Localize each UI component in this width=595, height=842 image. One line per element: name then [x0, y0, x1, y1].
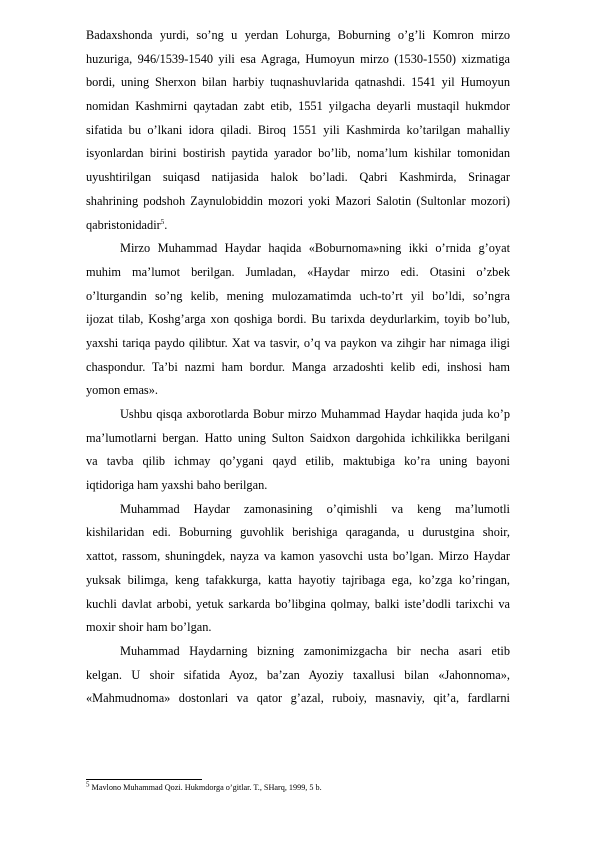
text-line: yuksak bilimga, keng tafakkurga, katta hayotiy tajribaga ega, ko’zga ko’ringan, — [86, 572, 510, 587]
text-line: moxir shoir ham bo’lgan. — [86, 620, 212, 635]
text-line: chaspondur. Ta’bi nazmi ham bordur. Manga arzadoshti kelib edi, inshosi ham — [86, 359, 510, 374]
text-line: iqtidoriga ham yaxshi baho berilgan. — [86, 478, 268, 493]
text-line: Muhammad Haydar zamonasining o’qimishli va keng ma’lumotli — [120, 501, 510, 516]
text-line: shahrining podshoh Zaynulobiddin mozori yoki Mazori Salotin (Sultonlar mozori) — [86, 193, 510, 208]
text-line: muhim ma’lumot berilgan. Jumladan, «Haydar mirzo edi. Otasini o’zbek — [86, 264, 510, 279]
text-line: yaxshi tariqa paydo qilibtur. Xat va tasvir, o’q va paykon va zihgir har nimaga iligi — [86, 335, 510, 350]
text-line: bordi, uning Sherxon bilan harbiy tuqnashuvlarida qatnashdi. 1541 yil Humoyun — [86, 75, 510, 90]
text-line: Muhammad Haydarning bizning zamonimizgacha bir necha asari etib — [120, 643, 510, 658]
text-line: ijozat tilab, Koshg’arga xon qoshiga bordi. Bu tarixda deydurlarkim, toyib bo’lub, — [86, 312, 510, 327]
text-line: yomon emas». — [86, 383, 158, 398]
text-line: o’lturgandin so’ng kelib, mening mulozamatimda uch-to’rt yil bo’ldi, so’ngra — [86, 288, 510, 303]
text-line: kuchli davlat arbobi, yetuk sarkarda bo’libgina qolmay, balki iste’dodli tarixchi va — [86, 596, 510, 611]
footnote-separator — [86, 779, 202, 780]
paragraph-2 — [86, 237, 510, 403]
text-line: va tavba qilib ichmay qo’ygani qayd etilib, maktubiga ko’ra uning bayoni — [86, 454, 510, 469]
text-line: kishilaridan edi. Boburning guvohlik berishiga qaraganda, u durustgina shoir, — [86, 525, 510, 540]
text-line: Mirzo Muhammad Haydar haqida «Boburnoma»ning ikki o’rnida g’oyat — [120, 241, 510, 256]
text-line: kelgan. U shoir sifatida Ayoz, ba’zan Ayoziy taxallusi bilan «Jahonnoma», — [86, 667, 510, 682]
document-body — [86, 24, 510, 711]
text-line — [86, 214, 510, 238]
paragraph-4 — [86, 498, 510, 640]
text-line: isyonlardan birini bostirish paytida yarador bo’lib, noma’lum kishilar tomonidan — [86, 146, 510, 161]
footnote-ref[interactable]: 5 — [160, 217, 165, 226]
footnote — [86, 782, 322, 793]
footnote-text: Mavlono Muhammad Qozi. Hukmdorga o’gitlar. T., SHarq, 1999, 5 b. — [89, 783, 322, 792]
text-line: huzuriga, 946/1539-1540 yili esa Agraga, Humoyun mirzo (1530-1550) xizmatiga — [86, 51, 510, 66]
text-line: xattot, rassom, shuningdek, nayza va kamon yasovchi usta bo’lgan. Mirzo Haydar — [86, 549, 510, 564]
text-line: Ushbu qisqa axborotlarda Bobur mirzo Muhammad Haydar haqida juda ko’p — [120, 407, 510, 421]
text-line: sifatida bu o’lkani idora qiladi. Biroq 1551 yili Kashmirda ko’tarilgan mahalliy — [86, 122, 510, 137]
text-line: ma’lumotlarni bergan. Hatto uning Sulton Saidxon dargohida ichkilikka berilgani — [86, 430, 510, 445]
text-line: uyushtirilgan suiqasd natijasida halok bo’ladi. Qabri Kashmirda, Srinagar — [86, 170, 510, 185]
text-fragment: . — [164, 217, 168, 232]
text-line: Badaxshonda yurdi, so’ng u yerdan Lohurga, Boburning o’g’li Komron mirzo — [86, 28, 510, 42]
paragraph-3 — [86, 403, 510, 498]
text-line: nomidan Kashmirni qaytadan zabt etib, 1551 yilgacha deyarli mustaqil hukmdor — [86, 99, 510, 114]
paragraph-1 — [86, 24, 510, 237]
text-fragment: qabristonidadir — [86, 217, 161, 232]
text-line: «Mahmudnoma» dostonlari va qator g’azal, ruboiy, masnaviy, qit’a, fardlarni — [86, 691, 510, 706]
paragraph-5 — [86, 640, 510, 711]
footnote-marker: 5 — [86, 780, 90, 789]
